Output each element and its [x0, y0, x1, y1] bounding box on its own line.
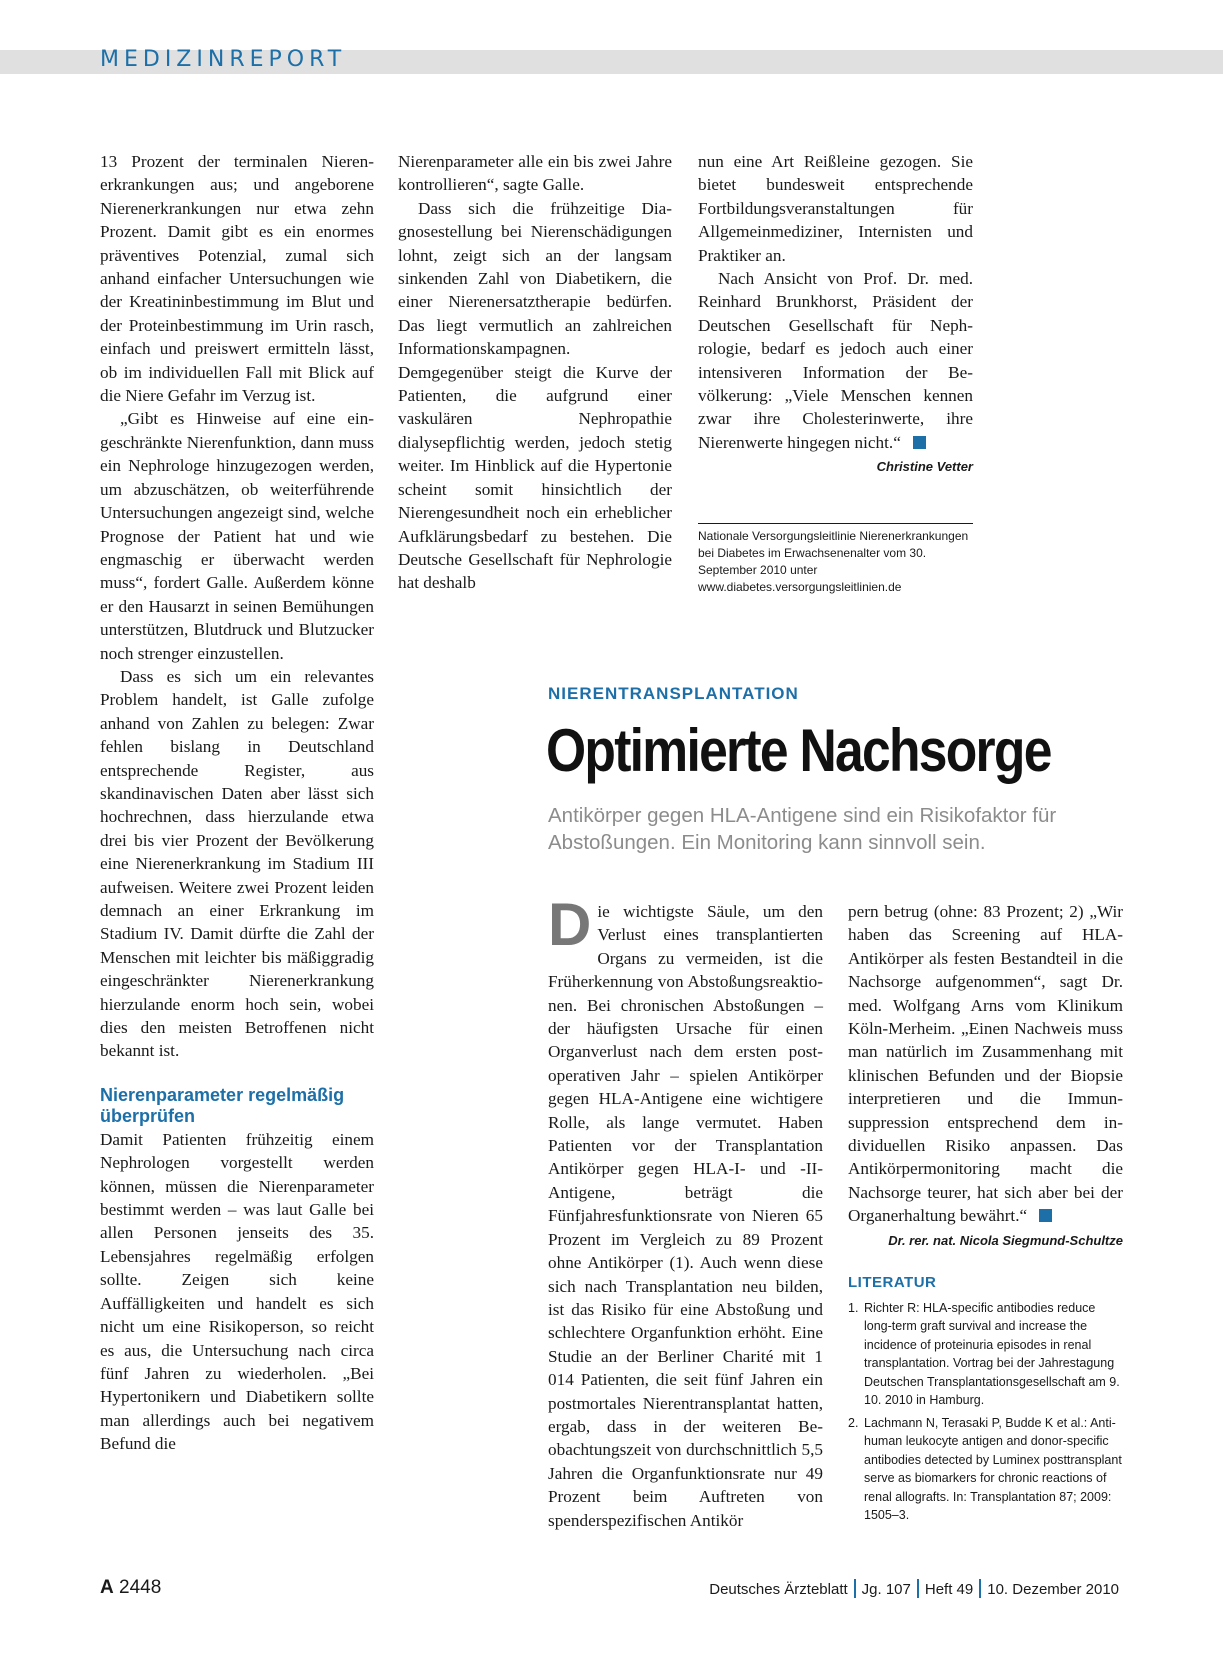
reference-item [848, 1414, 1123, 1525]
journal-info [709, 1579, 1119, 1600]
paragraph: Dass es sich um ein relevantes Problem handelt, ist Galle zufolge anhand von Zahlen zu belegen: Zwar fehlen bislang in Deutschland entsprechende Register, aus skandinavischen Daten aber lässt sich hochrechnen, dass hierzulande etwa drei bis vier Prozent der Bevölkerung eine Nierenerkrankung im Stadium III aufweisen. Weitere zwei Prozent leiden demnach an einer Erkrankung im Stadium IV. Damit dürfte die Zahl der Menschen mit leichter bis mäßiggradig eingeschränkter Nierenerkrankung hierzulande enorm hoch sein, wobei dies den meisten Betroffenen nicht bekannt ist. [100, 666, 374, 1061]
source-note: Nationale Versorgungsleitlinie Nierenerkrankungen bei Diabetes im Erwachsenenalter vom 30. September 2010 unter www.diabetes.versorgungsleitlinien.de [698, 529, 969, 594]
paragraph: nun eine Art Reißleine gezogen. Sie bietet bundesweit entsprechende Fortbildungsveranstaltungen für Allgemeinmediziner, Internisten und Praktiker an. [698, 152, 973, 265]
article-deck: Antikörper gegen HLA-Antigene sind ein Risikofaktor für Abstoßungen. Ein Monitoring kann sinnvoll sein. [548, 804, 1057, 854]
reference-list [848, 1299, 1123, 1525]
paragraph: Nierenparameter alle ein bis zwei Jahre kontrollieren“, sagte Galle. [398, 152, 672, 195]
reference-number: 1. [848, 1300, 859, 1315]
paragraph: Dass sich die frühzeitige Diagnosestellung bei Nierenschädigungen lohnt, zeigt sich an der langsam sinkenden Zahl von Diabetikern, die einer Nierenersatztherapie bedürfen. Das liegt vermutlich an zahlreichen Informationskampagnen. Demgegenüber steigt die Kurve der Patienten, die aufgrund einer vaskulären Nephropathie dialysepflichtig werden, jedoch stetig weiter. Im Hinblick auf die Hypertonie scheint somit hinsichtlich der Nierengesundheit noch ein erheblicher Aufklärungsbedarf zu bestehen. Die Deutsche Gesellschaft für Nephrologie hat deshalb [398, 198, 672, 593]
section-label: MEDIZINREPORT [100, 47, 347, 72]
paragraph-text: ie wichtigste Säule, um den Verlust eines transplantierten Organs zu vermeiden, ist die Früherkennung von Abstoßungsreaktionen. Bei chronischen Abstoßungen – der häufigsten Ursache für einen Organverlust nach dem ersten postoperativen Jahr – spielen Antikörper gegen HLA-Antigene eine wichtigere Rolle, als lange vermutet. Haben Patienten vor der Transplantation Antikörper gegen HLA-I- und -II-Antigene, beträgt die Fünfjahresfunktionsrate von Nieren 65 Prozent im Vergleich zu 89 Prozent ohne Antikörper (1). Auch wenn diese sich nach Transplantation neu bilden, ist das Risiko für eine Abstoßung und schlechtere Organfunktion erhöht. Eine Studie an der Berliner Charité mit 1 014 Patienten, die seit fünf Jahren ein postmortales Nierentransplantat hatten, ergab, dass in der weiteren Beobachtungszeit von durchschnittlich 5,5 Jahren die Organfunktionsrate nur 49 Prozent beim Auftreten von spenderspezifischen Antikör [548, 902, 823, 1530]
page-prefix: A [100, 1577, 114, 1598]
article-column-1 [548, 891, 823, 1532]
paragraph [698, 267, 973, 454]
journal-issue: Heft 49 [924, 1581, 974, 1598]
reference-text: Richter R: HLA-specific antibodies reduce long-term graft survival and increase the incidence of proteinuria episodes in renal transplantation. Vortrag bei der Jahrestagung Deutschen Transplantationsgesellschaft am 9. 10. 2010 in Hamburg. [864, 1300, 1120, 1408]
author-byline: Dr. rer. nat. Nicola Siegmund-Schultze [888, 1232, 1123, 1248]
reference-text: Lachmann N, Terasaki P, Budde K et al.: Anti-human leukocyte antigen and donor-specific antibodies detected by Luminex posttransplant serve as biomarkers for chronic reactions of renal allografts. In: Transplantation 87; 2009: 1505–3. [864, 1415, 1122, 1523]
end-mark-icon [913, 436, 926, 449]
reference-item [848, 1299, 1123, 1410]
article-column-2 [848, 900, 1123, 1529]
note-divider [698, 523, 973, 524]
column-2 [398, 150, 672, 595]
column-3 [698, 150, 973, 477]
reference-number: 2. [848, 1415, 859, 1430]
paragraph-text: Nach Ansicht von Prof. Dr. med. Reinhard Brunkhorst, Präsident der Deutschen Gesellschaft für Nephrologie, bedarf es jedoch auch einer intensiveren Information der Bevölkerung: „Viele Menschen kennen zwar ihre Cholesterinwerte, ihre Nierenwerte hingegen nicht.“ [698, 269, 973, 452]
end-mark-icon [1039, 1209, 1052, 1222]
paragraph: Damit Patienten frühzeitig einem Nephrologen vorgestellt werden können, müssen die Nierenparameter bestimmt werden – was laut Galle bei allen Personen jenseits des 35. Lebensjahres regelmäßig erfolgen sollte. Zeigen sich keine Auffälligkeiten und handelt es sich nicht um eine Risikoperson, so reicht es aus, die Untersuchung nach circa fünf Jahren zu wiederholen. „Bei Hypertonikern und Diabetikern sollte man allerdings auch bei negativem Befund die [100, 1129, 374, 1454]
author-byline: Christine Vetter [876, 459, 973, 475]
page-number [100, 1576, 161, 1600]
column-1 [100, 150, 374, 1456]
literature-heading: LITERATUR [848, 1273, 937, 1291]
subheading: Nierenparameter regelmäßig überprüfen [100, 1084, 345, 1126]
journal-date: 10. Dezember 2010 [987, 1581, 1119, 1598]
journal-volume: Jg. 107 [861, 1581, 911, 1598]
paragraph: 13 Prozent der terminalen Nierenerkrankungen aus; und angeborene Nierenerkrankungen nur etwa zehn Prozent. Damit gibt es ein enormes präventives Potenzial, zumal sich anhand einfacher Untersuchungen wie der Kreatininbestimmung im Blut und der Proteinbestimmung im Urin rasch, einfach und preiswert ermitteln lässt, ob im individuellen Fall mit Blick auf die Niere Gefahr im Verzug ist. [100, 152, 374, 406]
paragraph: „Gibt es Hinweise auf eine eingeschränkte Nierenfunktion, dann muss ein Nephrologe hinzugezogen werden, um abzuschätzen, ob weiterführende Untersuchungen angezeigt sind, welche Prognose der Patient hat und wie engmaschig er überwacht werden muss“, fordert Galle. Außerdem könne er den Hausarzt in seinen Bemühungen unterstützen, Blutdruck und Blutzucker noch strenger einzustellen. [100, 409, 374, 663]
paragraph [848, 900, 1123, 1228]
article-kicker: NIERENTRANSPLANTATION [548, 684, 799, 703]
drop-cap: D [548, 891, 592, 958]
journal-name: Deutsches Ärzteblatt [709, 1581, 848, 1598]
separator [979, 1579, 981, 1598]
separator [917, 1579, 919, 1598]
separator [854, 1579, 856, 1598]
paragraph-text: pern betrug (ohne: 83 Prozent; 2) „Wir haben das Screening auf HLA-Antikörper als festen Bestandteil in die Nachsorge aufgenommen“, sagt Dr. med. Wolfgang Arns vom Klinikum Köln-Merheim. „Einen Nachweis muss man natürlich im Zusammenhang mit klinischen Befunden und der Biopsie interpretieren und die Immunsuppression entsprechend dem individuellen Risiko anpassen. Das Antikörpermonitoring macht die Nachsorge teurer, hat sich aber bei der Organerhaltung bewährt.“ [848, 902, 1123, 1226]
paragraph [548, 891, 823, 1532]
article-headline: Optimierte Nachsorge [546, 717, 1051, 784]
page-number-value: 2448 [119, 1577, 162, 1598]
